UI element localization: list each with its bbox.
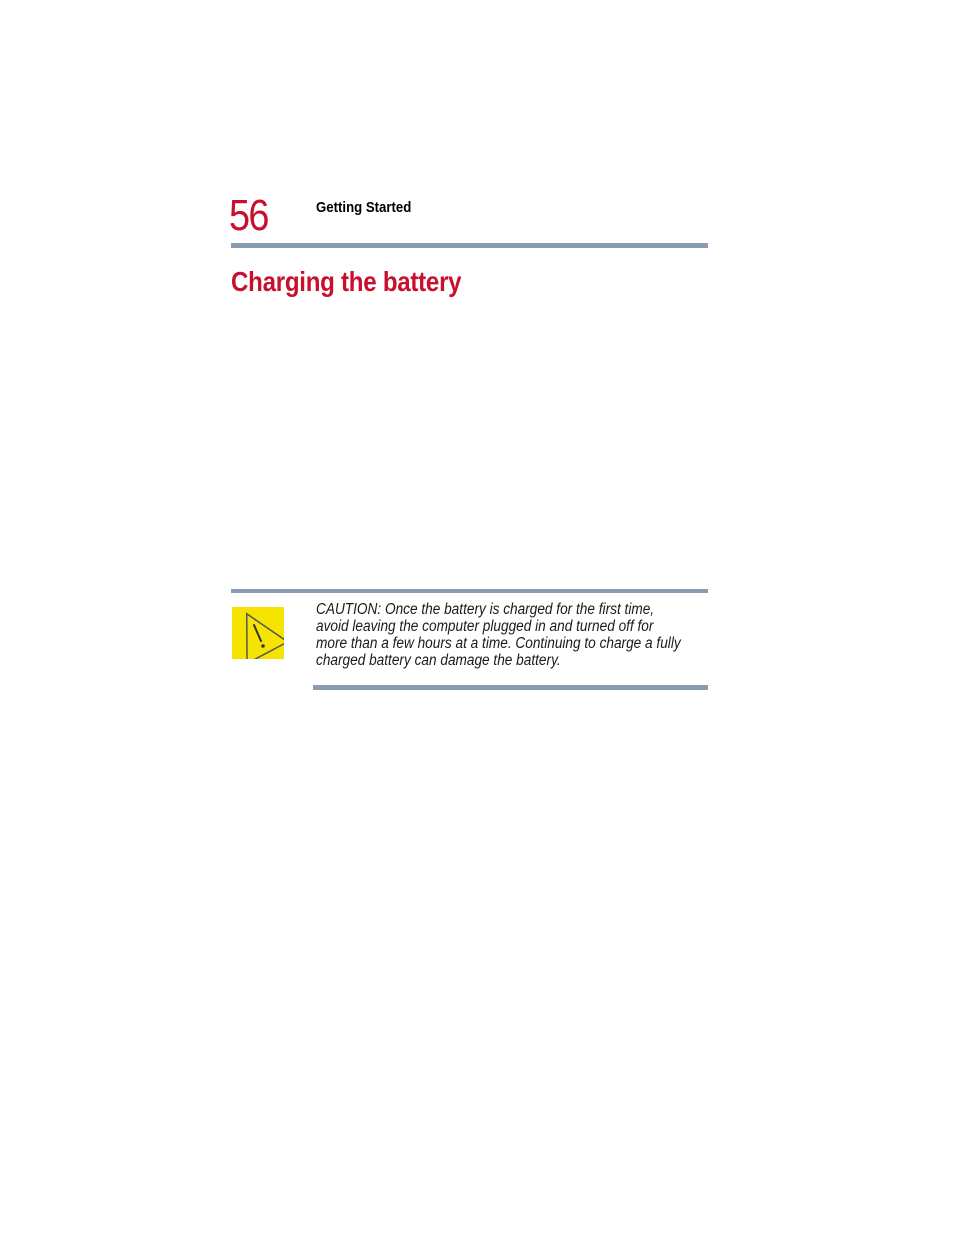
page-number: 56	[229, 191, 268, 240]
caution-bottom-rule	[313, 685, 708, 690]
caution-warning-icon	[232, 607, 284, 659]
caution-line-3: more than a few hours at a time. Continuing to charge a fully	[316, 635, 681, 652]
header-rule	[231, 243, 708, 248]
caution-top-rule	[231, 589, 708, 593]
running-head: Getting Started	[316, 199, 412, 216]
caution-text	[316, 601, 686, 669]
section-title: Charging the battery	[231, 266, 462, 297]
caution-line-2: avoid leaving the computer plugged in and turned off for	[316, 618, 654, 635]
caution-line-4: charged battery can damage the battery.	[316, 652, 561, 669]
caution-icon-dot	[261, 644, 265, 648]
caution-line-1: CAUTION: Once the battery is charged for the first time,	[316, 601, 655, 618]
